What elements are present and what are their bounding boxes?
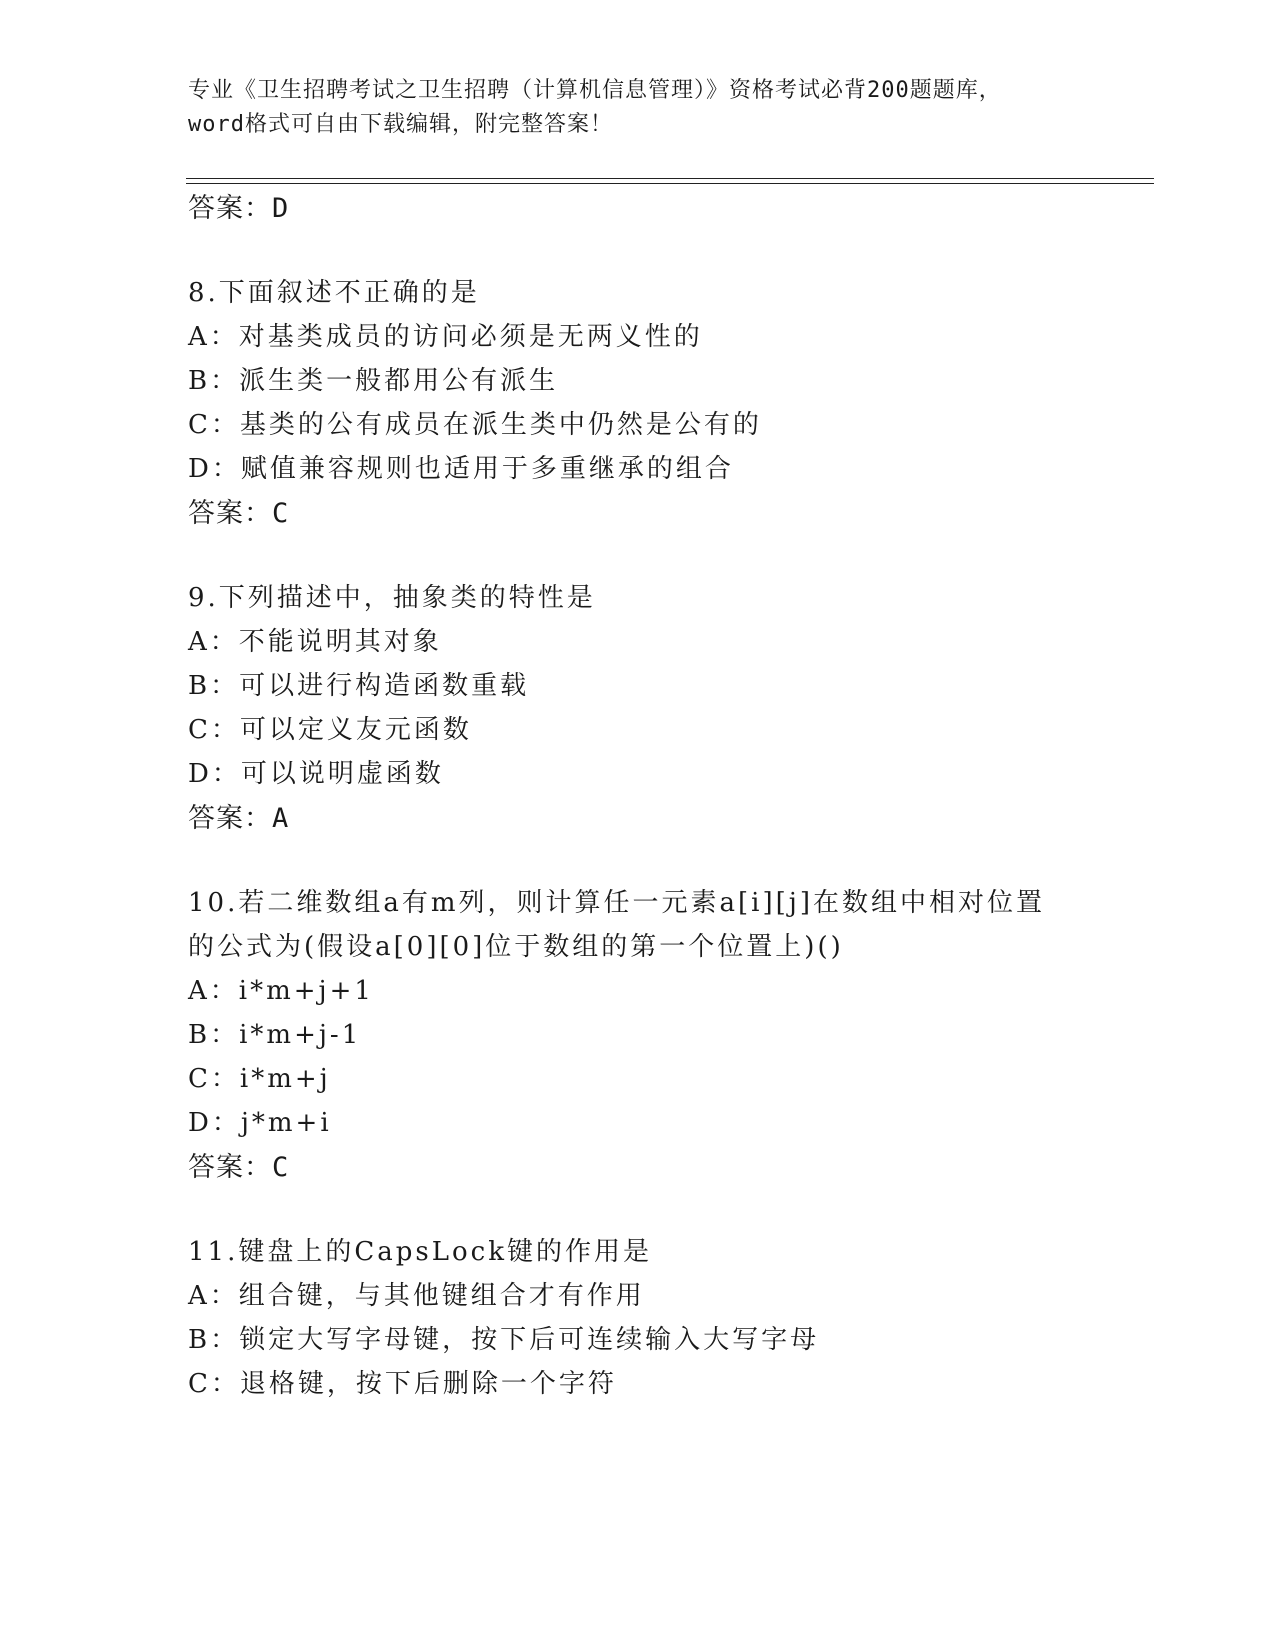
question-8-answer: 答案：C xyxy=(188,498,290,529)
question-9-option-d: D：可以说明虚函数 xyxy=(188,759,444,789)
question-8-stem: 8.下面叙述不正确的是 xyxy=(188,278,480,308)
header-line-1: 专业《卫生招聘考试之卫生招聘（计算机信息管理）》资格考试必背200题题库， xyxy=(188,78,1002,103)
question-8-option-c: C：基类的公有成员在派生类中仍然是公有的 xyxy=(188,410,762,440)
answer-previous: 答案：D xyxy=(188,193,290,224)
question-10-option-d: D：j*m+i xyxy=(188,1108,332,1138)
header-line-2: word格式可自由下载编辑，附完整答案！ xyxy=(188,112,613,137)
question-9-option-a: A：不能说明其对象 xyxy=(188,627,442,657)
question-11-option-c: C：退格键，按下后删除一个字符 xyxy=(188,1369,617,1399)
question-11-stem: 11.键盘上的CapsLock键的作用是 xyxy=(188,1237,652,1267)
header-divider-bottom xyxy=(186,183,1154,184)
header-divider-top xyxy=(186,178,1154,179)
question-9-option-c: C：可以定义友元函数 xyxy=(188,715,472,745)
question-10-option-b: B：i*m+j-1 xyxy=(188,1020,362,1050)
question-8-option-d: D：赋值兼容规则也适用于多重继承的组合 xyxy=(188,454,734,484)
question-11-option-a: A：组合键，与其他键组合才有作用 xyxy=(188,1281,645,1311)
question-10-option-a: A：i*m+j+1 xyxy=(188,976,374,1006)
question-10-stem-line-2: 的公式为(假设a[0][0]位于数组的第一个位置上)() xyxy=(188,932,844,962)
question-9-answer: 答案：A xyxy=(188,803,290,834)
document-header xyxy=(188,74,1088,142)
question-10-stem-line-1: 10.若二维数组a有m列，则计算任一元素a[i][j]在数组中相对位置 xyxy=(188,888,1045,918)
question-10-option-c: C：i*m+j xyxy=(188,1064,331,1094)
question-9-stem: 9.下列描述中，抽象类的特性是 xyxy=(188,583,596,613)
question-11-option-b: B：锁定大写字母键，按下后可连续输入大写字母 xyxy=(188,1325,820,1355)
question-8-option-b: B：派生类一般都用公有派生 xyxy=(188,366,559,396)
question-10-answer: 答案：C xyxy=(188,1152,290,1183)
question-9-option-b: B：可以进行构造函数重载 xyxy=(188,671,530,701)
question-8-option-a: A：对基类成员的访问必须是无两义性的 xyxy=(188,322,703,352)
